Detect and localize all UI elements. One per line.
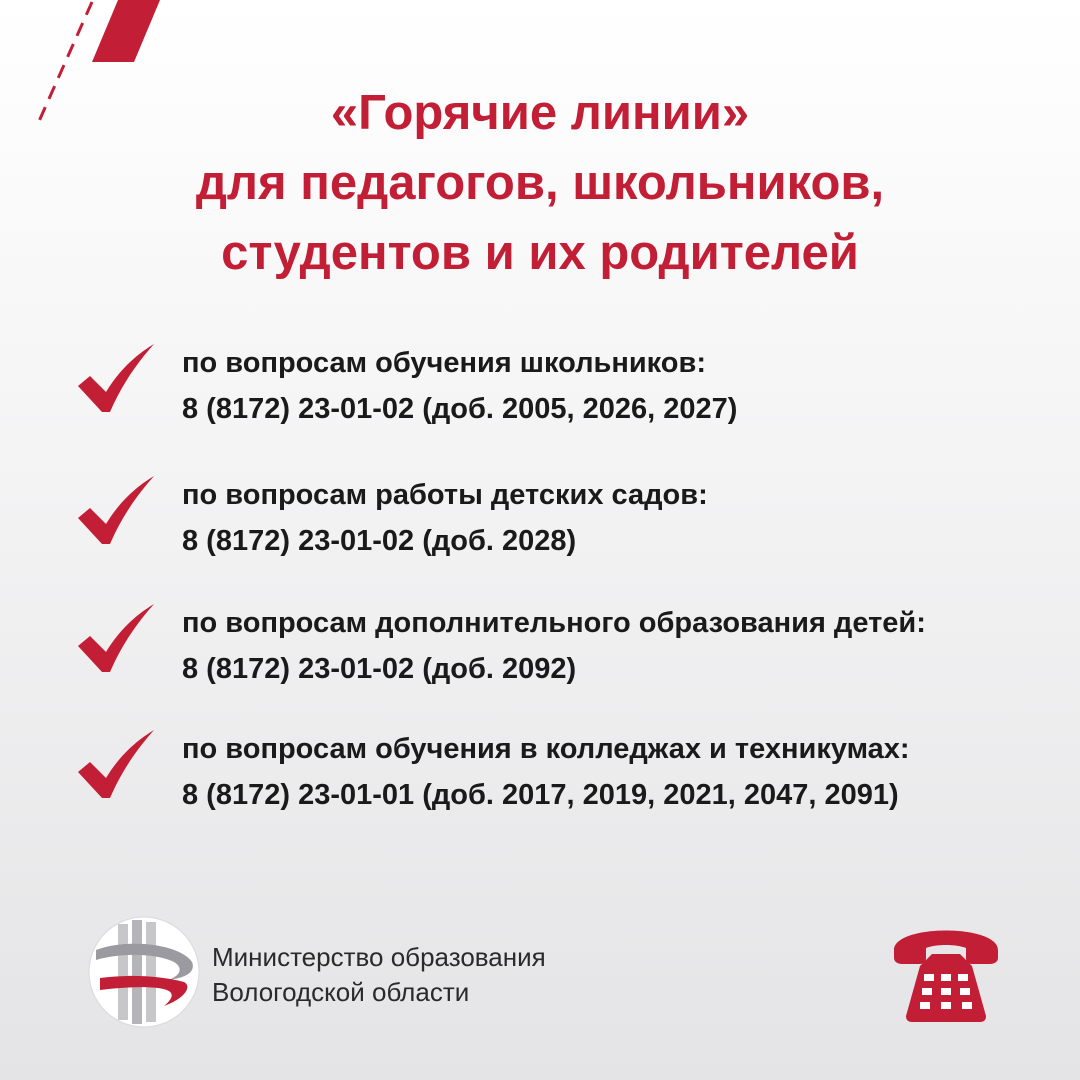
organization-name: [212, 940, 546, 1010]
list-item-phone: 8 (8172) 23-01-02 (доб. 2028): [182, 525, 577, 557]
list-item-topic: по вопросам обучения школьников:: [182, 347, 707, 379]
list-item-text: [182, 726, 1062, 818]
title-line-2: для педагогов, школьников,: [195, 156, 885, 210]
checkmark-icon: [76, 602, 156, 674]
list-item-topic: по вопросам обучения в колледжах и техникумах:: [182, 733, 910, 765]
checkmark-icon: [76, 474, 156, 546]
list-item: [0, 340, 1080, 430]
list-item-text: [182, 340, 1062, 432]
title-line-1: «Горячие линии»: [330, 86, 750, 140]
list-item-phone: 8 (8172) 23-01-01 (доб. 2017, 2019, 2021, 2047, 2091): [182, 779, 899, 811]
checkmark-icon: [76, 342, 156, 414]
list-item-text: [182, 472, 1062, 564]
organization-name-line-1: Министерство образования: [212, 942, 546, 972]
list-item: [0, 600, 1080, 690]
organization-name-line-2: Вологодской области: [212, 977, 470, 1007]
list-item: [0, 726, 1080, 816]
checkmark-icon: [76, 728, 156, 800]
list-item-text: [182, 600, 1062, 692]
list-item-phone: 8 (8172) 23-01-02 (доб. 2005, 2026, 2027): [182, 393, 738, 425]
list-item: [0, 472, 1080, 562]
ministry-logo: [88, 916, 200, 1028]
telephone-icon: [890, 916, 1002, 1022]
title-line-3: студентов и их родителей: [221, 226, 859, 280]
list-item-topic: по вопросам работы детских садов:: [182, 479, 708, 511]
list-item-topic: по вопросам дополнительного образования детей:: [182, 607, 926, 639]
list-item-phone: 8 (8172) 23-01-02 (доб. 2092): [182, 653, 577, 685]
